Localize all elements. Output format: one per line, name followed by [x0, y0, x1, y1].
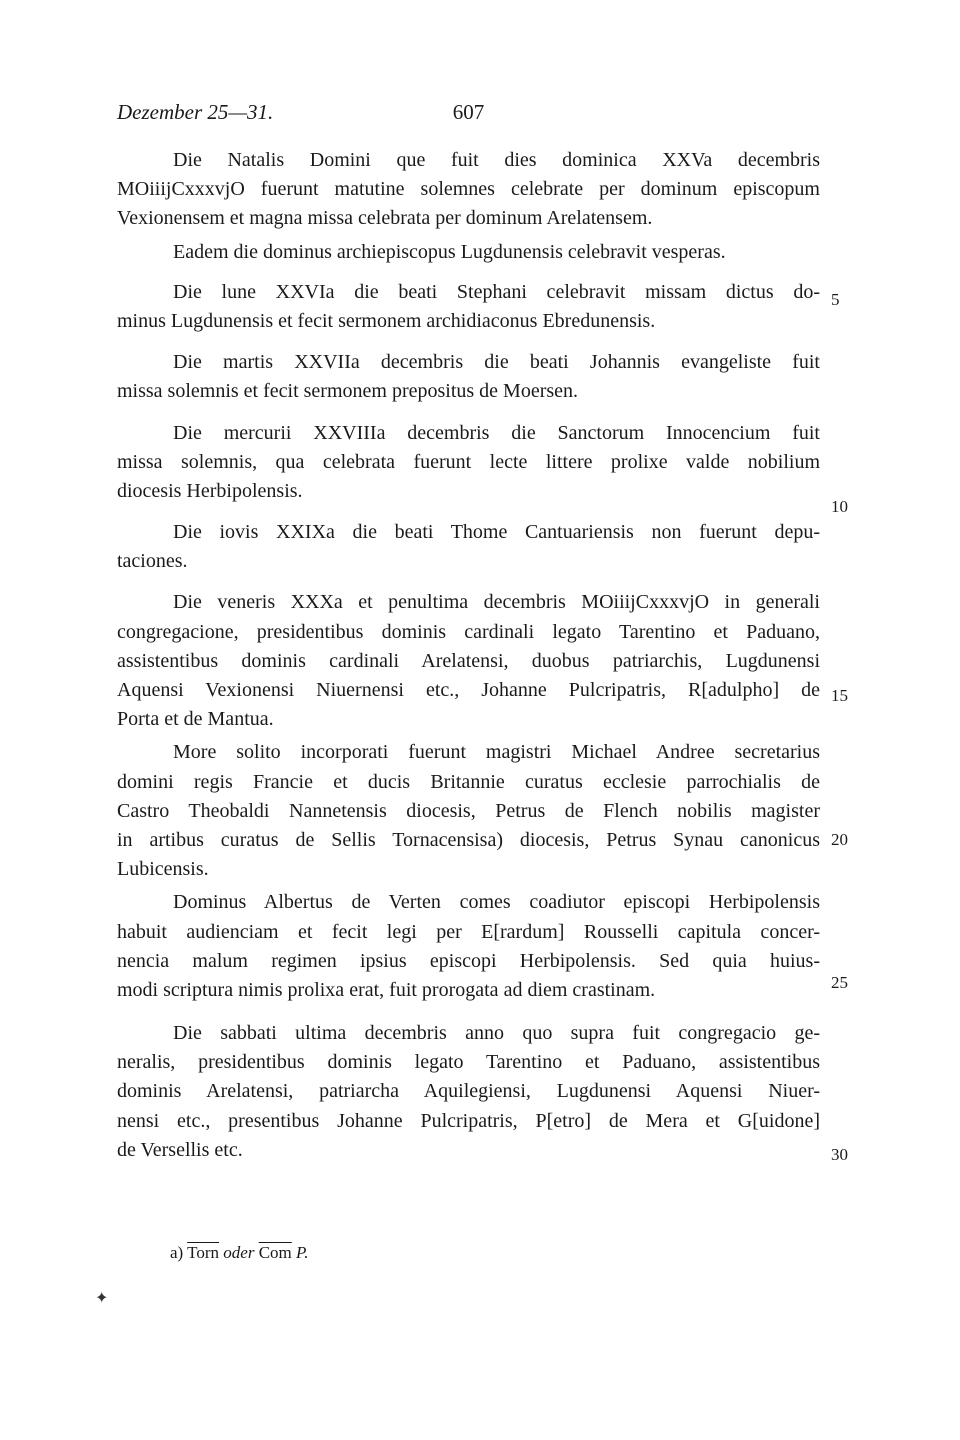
text-line: Die lune XXVIa die beati Stephani celebravit missam dictus do-: [173, 280, 820, 303]
text-line: habuit audienciam et fecit legi per E[rardum] Rousselli capitula concer-: [117, 920, 820, 943]
line-number: 20: [831, 830, 848, 849]
running-title: Dezember 25—31.: [117, 100, 274, 124]
paragraph: [117, 738, 820, 884]
text-line: assistentibus dominis cardinali Arelatensi, duobus patriarchis, Lugdunensi: [117, 649, 820, 672]
text-line: modi scriptura nimis prolixa erat, fuit prorogata ad diem crastinam.: [117, 978, 656, 1001]
text-line: MOiiijCxxxvjO fuerunt matutine solemnes celebrate per dominum episcopum: [117, 178, 820, 201]
body-flow: [117, 146, 820, 1165]
line-number: 30: [831, 1145, 848, 1164]
line-number: 5: [831, 290, 840, 309]
text-line: congregacione, presidentibus dominis cardinali legato Tarentino et Paduano,: [117, 620, 820, 643]
footnote-siglum: P.: [296, 1243, 309, 1262]
text-line: missa solemnis, qua celebrata fuerunt lecte littere prolixe valde nobilium: [117, 450, 820, 473]
text-line: Die veneris XXXa et penultima decembris MOiiijCxxxvjO in generali: [173, 591, 820, 614]
footnote-text: $\overline{Com}$: [258, 1243, 292, 1262]
footnote-text: Torn: [187, 1243, 220, 1262]
text-line: nencia malum regimen ipsius episcopi Herbipolensis. Sed quia huius-: [117, 949, 820, 972]
text-line: Eadem die dominus archiepiscopus Lugdunensis celebravit vesperas.: [173, 240, 726, 263]
paragraph: [117, 1019, 820, 1165]
text-line: missa solemnis et fecit sermonem prepositus de Moersen.: [117, 380, 579, 403]
text-line: domini regis Francie et ducis Britannie curatus ecclesie parrochialis de: [117, 770, 820, 793]
paragraph: [117, 238, 820, 267]
line-number: 15: [831, 686, 848, 705]
text-line: Die iovis XXIXa die beati Thome Cantuariensis non fuerunt depu-: [173, 521, 820, 544]
text-line: nensi etc., presentibus Johanne Pulcripatris, P[etro] de Mera et G[uidone]: [117, 1109, 820, 1132]
running-header: [117, 100, 820, 132]
footnote: [170, 1243, 308, 1263]
text-line: dominis Arelatensi, patriarcha Aquilegiensi, Lugdunensi Aquensi Niuer-: [117, 1080, 820, 1103]
text-line: Lubicensis.: [117, 858, 209, 881]
text-line: Dominus Albertus de Verten comes coadiutor episcopi Herbipolensis: [173, 891, 820, 914]
footnote-marker: a): [170, 1243, 184, 1262]
paragraph: [117, 348, 820, 406]
paragraph: [117, 518, 820, 576]
text-line: Castro Theobaldi Nannetensis diocesis, Petrus de Flench nobilis magister: [117, 799, 820, 822]
footnote-connector: oder: [223, 1243, 255, 1262]
text-line: Porta et de Mantua.: [117, 708, 274, 731]
paragraph: [117, 588, 820, 734]
text-line: de Versellis etc.: [117, 1138, 243, 1161]
text-line: Die mercurii XXVIIIa decembris die Sanctorum Innocencium fuit: [173, 421, 820, 444]
text-line: Die martis XXVIIa decembris die beati Johannis evangeliste fuit: [173, 351, 820, 374]
text-line: taciones.: [117, 550, 188, 573]
text-line: minus Lugdunensis et fecit sermonem archidiaconus Ebredunensis.: [117, 309, 656, 332]
text-line: neralis, presidentibus dominis legato Tarentino et Paduano, assistentibus: [117, 1051, 820, 1074]
text-line: Die Natalis Domini que fuit dies dominica XXVa decembris: [173, 149, 820, 171]
paragraph: [117, 278, 820, 336]
text-line: Die sabbati ultima decembris anno quo supra fuit congregacio ge-: [173, 1022, 820, 1045]
page-number: 607: [452, 100, 485, 124]
text-line: diocesis Herbipolensis.: [117, 479, 303, 502]
text-line: More solito incorporati fuerunt magistri Michael Andree secretarius: [173, 741, 820, 764]
line-number: 25: [831, 973, 848, 992]
paragraph: [117, 146, 820, 234]
text-line: in artibus curatus de Sellis Tornacensisa) diocesis, Petrus Synau canonicus: [117, 828, 820, 851]
line-number: 10: [831, 497, 848, 516]
margin-mark: ✦: [95, 1290, 109, 1307]
paragraph: [117, 888, 820, 1005]
paragraph: [117, 419, 820, 507]
text-line: Aquensi Vexionensi Niuernensi etc., Johanne Pulcripatris, R[adulpho] de: [117, 679, 820, 701]
text-line: Vexionensem et magna missa celebrata per dominum Arelatensem.: [117, 207, 653, 230]
